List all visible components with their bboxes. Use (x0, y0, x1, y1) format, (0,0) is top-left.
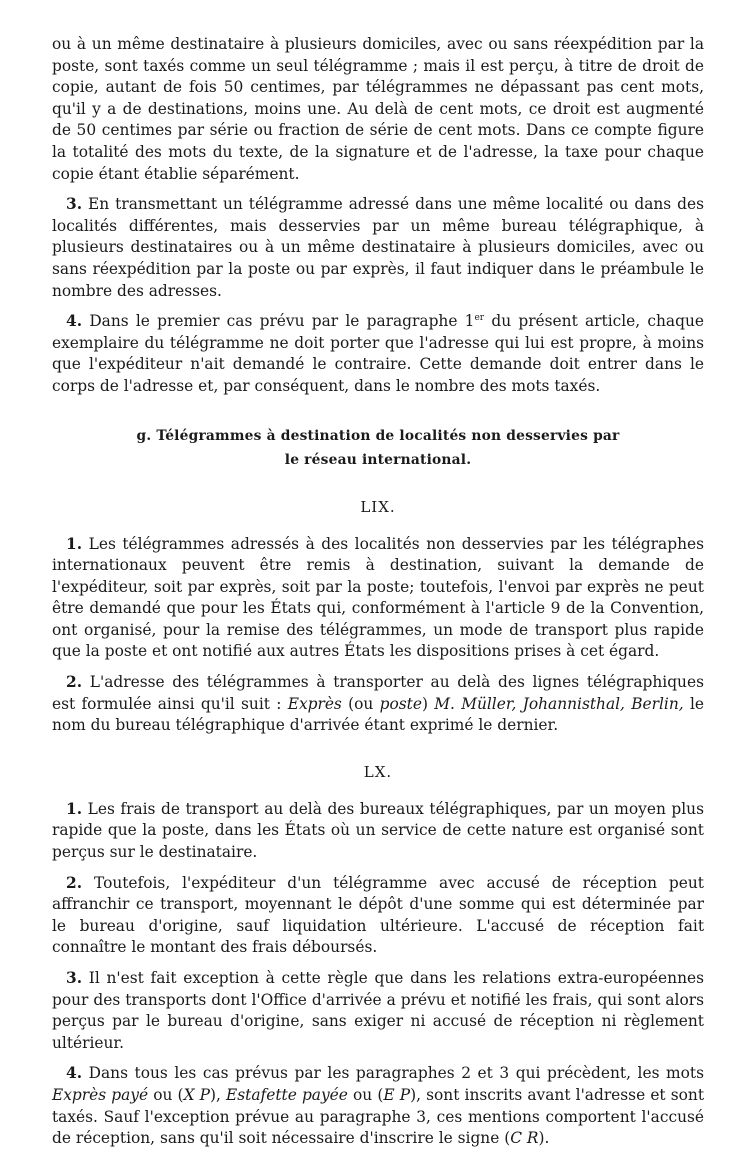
paragraph-number: 2. (66, 873, 83, 892)
italic-text: C R (510, 1129, 539, 1148)
paragraph-text: Dans tous les cas prévus par les paragraphes 2 et 3 qui précèdent, les mots (88, 1064, 704, 1083)
paragraph-text: ou ( (347, 1085, 384, 1104)
lx-paragraph-1 (52, 799, 704, 864)
paragraph-text: (ou (341, 694, 380, 713)
paragraph-text: L'adresse des télégrammes à transporter au delà des lignes télégraphiques est formulée ainsi qu'il suit : (52, 673, 704, 713)
paragraph-3 (52, 194, 704, 302)
paragraph-text: ), (210, 1085, 227, 1104)
paragraph-number: 3. (66, 195, 83, 214)
paragraph-text: Toutefois, l'expéditeur d'un télégramme avec accusé de réception peut affranchir ce transport, moyennant le dépôt d'une somme qui est déterminée par le bureau d'origine, sauf liquidation ultérieure. L'accusé de réception fait connaître le montant des frais déboursés. (52, 873, 704, 957)
paragraph-text: Dans le premier cas prévu par le paragraphe 1 (89, 312, 475, 331)
italic-text: poste (379, 694, 422, 713)
italic-text: E P (383, 1085, 411, 1104)
paragraph-4 (52, 311, 704, 397)
paragraph-text: le nom du bureau télégraphique d'arrivée étant exprimé le dernier. (52, 694, 704, 735)
paragraph-text: Les télégrammes adressés à des localités non desservies par les télégraphes internationaux peuvent être remis à destination, suivant la demande de l'expéditeur, soit par exprès, soit par la poste; toutefois, l'envoi par exprès ne peut être demandé que pour les États qui, conformément à l'article 9 de la Convention, ont organisé, pour la remise des télégrammes, un mode de transport plus rapide que la poste et ont notifié aux autres États les dispositions prises à cet égard. (52, 534, 704, 661)
article-title-lix: LIX. (360, 497, 396, 516)
lix-paragraph-2 (52, 672, 704, 737)
paragraph-number: 1. (66, 799, 83, 818)
lx-paragraph-2 (52, 873, 704, 959)
italic-text: Estafette payée (226, 1085, 348, 1104)
paragraph-text: ). (538, 1129, 550, 1148)
italic-text: M. Müller, Johannisthal, Berlin, (434, 694, 684, 713)
paragraph-text: Il n'est fait exception à cette règle que dans les relations extra-européennes pour des transports dont l'Office d'arrivée a prévu et notifié les frais, qui sont alors perçus par le bureau d'origine, sans exiger ni accusé de réception ni règlement ultérieur. (52, 969, 704, 1052)
paragraph-number: 3. (66, 969, 83, 987)
paragraph-text: En transmettant un télégramme adressé dans une même localité ou dans des localités différentes, mais desservies par un même bureau télégraphique, à plusieurs destinataires ou à un même destinataire à plusieurs domiciles, avec ou sans réexpédition par la poste ou par exprès, il faut indiquer dans le préambule le nombre des adresses. (52, 195, 704, 300)
italic-text: Exprès (287, 694, 342, 713)
paragraph-text: ), sont inscrits avant l'adresse et sont taxés. Sauf l'exception prévue au paragraphe 3, ces mentions comportent l'accusé de réception, sans qu'il soit nécessaire d'inscrire le signe ( (52, 1085, 705, 1148)
lx-paragraph-4 (52, 1063, 704, 1149)
paragraph-text: ) (421, 694, 435, 713)
article-title-lx: LX. (363, 762, 393, 781)
paragraph-text: ou ( (148, 1085, 184, 1104)
lx-paragraph-3 (52, 968, 704, 1054)
paragraph-number: 2. (66, 673, 83, 692)
lix-paragraph-1 (52, 534, 704, 664)
superscript: er (474, 313, 485, 323)
section-heading-line-2: le réseau international. (284, 451, 472, 468)
paragraph-text: Les frais de transport au delà des bureaux télégraphiques, par un moyen plus rapide que la poste, dans les États où un service de cette nature est organisé sont perçus sur le destinataire. (52, 799, 704, 862)
paragraph-number: 4. (66, 1064, 83, 1083)
section-heading-line-1: g. Télégrammes à destination de localités non desservies par (136, 427, 620, 444)
paragraph-number: 4. (66, 312, 83, 331)
italic-text: Exprès payé (52, 1085, 149, 1104)
italic-text: X P (183, 1085, 211, 1104)
paragraph-text: du présent article, chaque exemplaire du télégramme ne doit porter que l'adresse qui lui est propre, à moins que l'expéditeur n'ait demandé le contraire. Cette demande doit entrer dans le corps de l'adresse et, par conséquent, dans le nombre des mots taxés. (52, 312, 704, 395)
paragraph-number: 1. (66, 534, 83, 553)
continued-paragraph: ou à un même destinataire à plusieurs domiciles, avec ou sans réexpédition par la poste, sont taxés comme un seul télégramme ; mais il est perçu, à titre de droit de copie, autant de fois 50 centimes, par télégrammes ne dépassant pas cent mots, qu'il y a de destinations, moins une. Au delà de cent mots, ce droit est augmenté de 50 centimes par série ou fraction de série de cent mots. Dans ce compte figure la totalité des mots du texte, de la signature et de l'adresse, la taxe pour chaque copie étant établie séparément. (52, 35, 704, 183)
section-heading (52, 424, 704, 472)
